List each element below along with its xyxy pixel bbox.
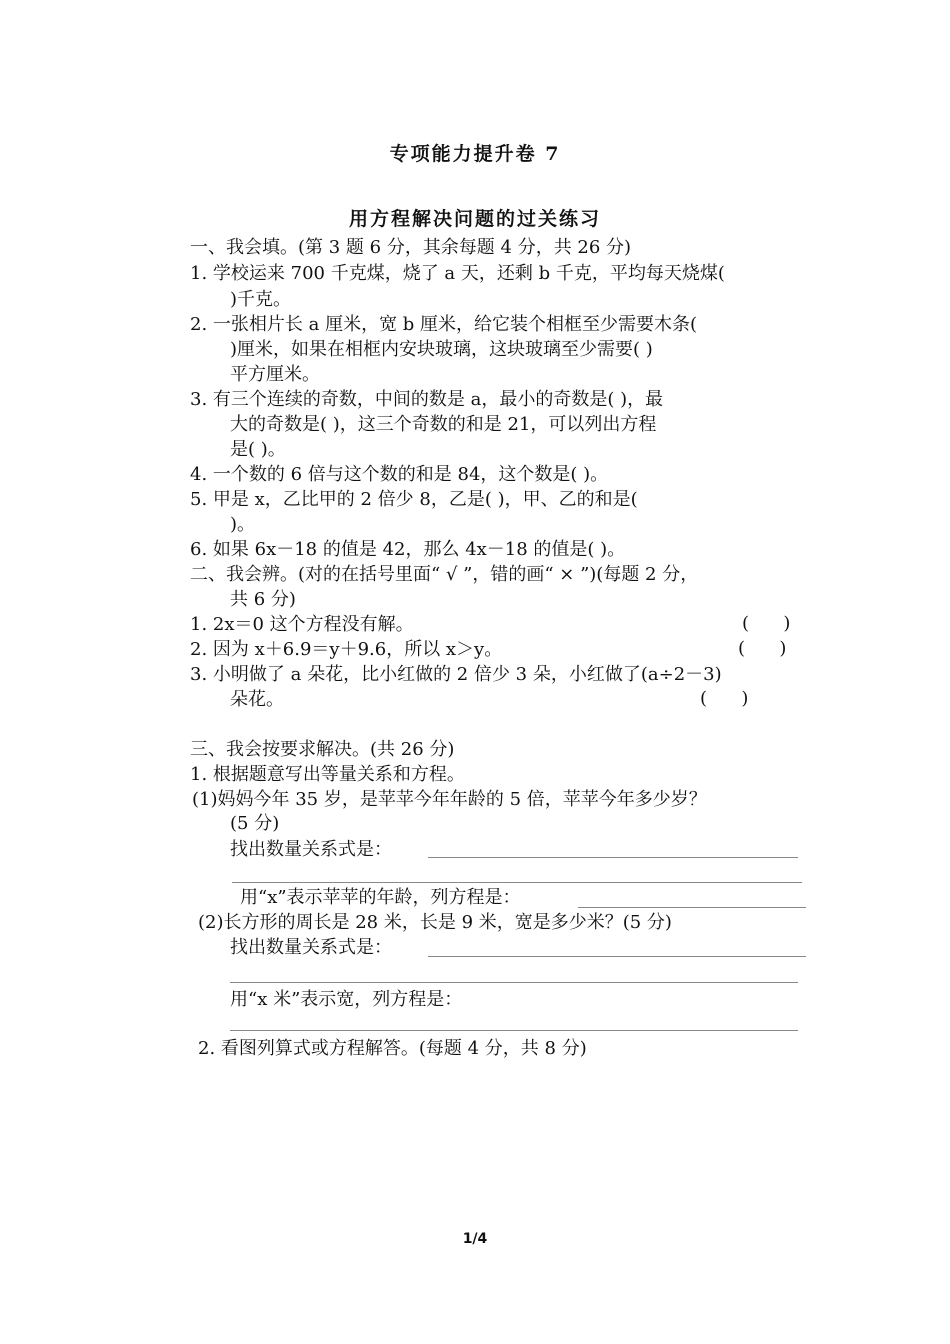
s3-p1-equation-label: 用“x”表示苹苹的年龄，列方程是： <box>240 887 521 908</box>
s1-q6: 6. 如果 6x－18 的值是 42，那么 4x－18 的值是( )。 <box>190 539 626 560</box>
s2-q3-answer-paren[interactable]: ( ) <box>700 688 749 709</box>
section3-heading: 三、我会按要求解决。(共 26 分) <box>190 739 455 760</box>
s3-q2: 2. 看图列算式或方程解答。(每题 4 分，共 8 分) <box>198 1038 587 1059</box>
s2-q3-line1: 3. 小明做了 a 朵花，比小红做的 2 倍少 3 朵，小红做了(a÷2－3) <box>190 664 722 685</box>
s3-p1-line1: (1)妈妈今年 35 岁，是苹苹今年年龄的 5 倍，苹苹今年多少岁？ <box>192 789 707 810</box>
section1-heading: 一、我会填。(第 3 题 6 分，其余每题 4 分，共 26 分) <box>190 237 632 258</box>
s1-q1-line2: )千克。 <box>230 289 292 310</box>
s2-q1: 1. 2x＝0 这个方程没有解。 <box>190 614 414 635</box>
s3-p2-relation-answer-line[interactable] <box>428 956 806 957</box>
section2-heading-line2: 共 6 分) <box>230 589 296 610</box>
s1-q3-line2: 大的奇数是( )，这三个奇数的和是 21，可以列出方程 <box>230 414 657 435</box>
s1-q5-line1: 5. 甲是 x，乙比甲的 2 倍少 8，乙是( )，甲、乙的和是( <box>190 489 638 510</box>
s3-p1-line2: (5 分) <box>230 813 280 834</box>
s3-q1: 1. 根据题意写出等量关系和方程。 <box>190 764 465 785</box>
s3-p1-relation-answer-line[interactable] <box>428 857 798 858</box>
s3-p1-equation-answer-line[interactable] <box>578 907 806 908</box>
worksheet-title: 专项能力提升卷 7 <box>389 143 561 165</box>
s2-q3-line2: 朵花。 <box>230 689 284 710</box>
s3-p2-equation-answer-line[interactable] <box>230 1030 798 1031</box>
s1-q2-line3: 平方厘米。 <box>230 364 320 385</box>
s2-q2: 2. 因为 x＋6.9＝y＋9.6，所以 x＞y。 <box>190 639 503 660</box>
s1-q4: 4. 一个数的 6 倍与这个数的和是 84，这个数是( )。 <box>190 464 609 485</box>
s1-q2-line1: 2. 一张相片长 a 厘米，宽 b 厘米，给它装个相框至少需要木条( <box>190 314 698 335</box>
s3-p2-extra-answer-line[interactable] <box>230 982 798 983</box>
s1-q3-line3: 是( )。 <box>230 439 286 460</box>
s1-q2-line2: )厘米，如果在相框内安块玻璃，这块玻璃至少需要( ) <box>230 339 653 360</box>
s1-q1-line1: 1. 学校运来 700 千克煤，烧了 a 天，还剩 b 千克，平均每天烧煤( <box>190 263 725 284</box>
s3-p2-line1: (2)长方形的周长是 28 米，长是 9 米，宽是多少米？(5 分) <box>198 912 672 933</box>
s2-q2-answer-paren[interactable]: ( ) <box>738 638 787 659</box>
worksheet-subtitle: 用方程解决问题的过关练习 <box>348 208 601 230</box>
s3-p2-equation-label: 用“x 米”表示宽，列方程是： <box>230 989 463 1010</box>
section2-heading-line1: 二、我会辨。(对的在括号里面“ √ ”，错的画“ × ”)(每题 2 分， <box>190 564 699 585</box>
s3-p1-relation-label: 找出数量关系式是： <box>230 839 392 860</box>
s3-p1-extra-answer-line[interactable] <box>232 882 802 883</box>
page-number: 1/4 <box>462 1231 488 1247</box>
s3-p2-relation-label: 找出数量关系式是： <box>230 937 392 958</box>
s1-q5-line2: )。 <box>230 514 256 535</box>
s1-q3-line1: 3. 有三个连续的奇数，中间的数是 a，最小的奇数是( )，最 <box>190 389 664 410</box>
s2-q1-answer-paren[interactable]: ( ) <box>742 613 791 634</box>
